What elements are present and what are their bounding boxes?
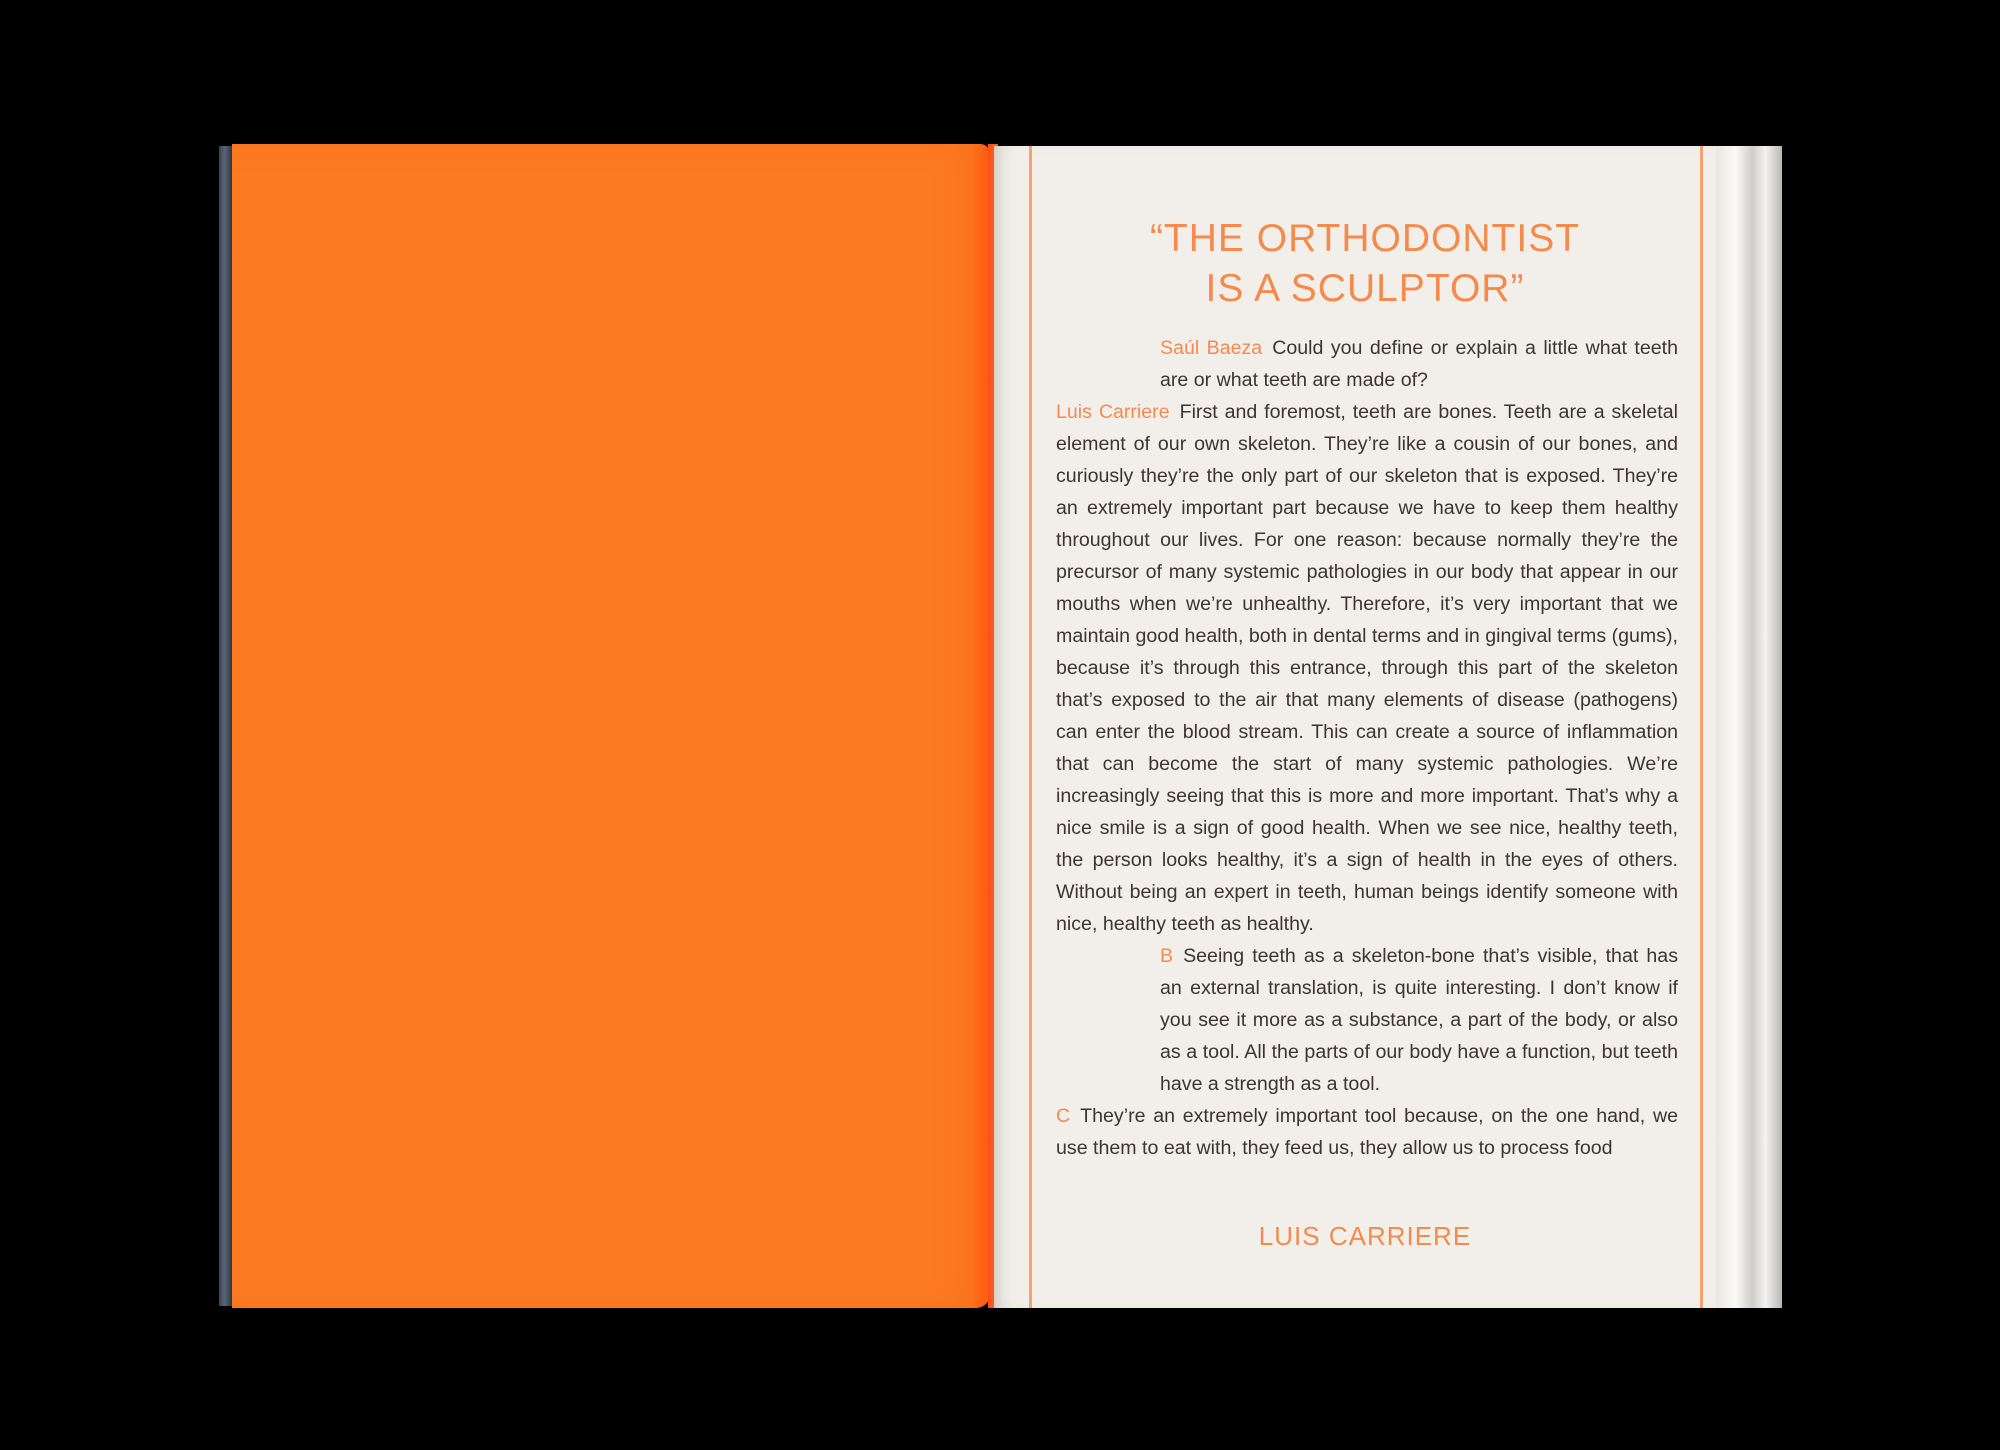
paragraph — [1056, 396, 1678, 940]
paragraph-text: Could you define or explain a little what teeth are or what teeth are made of? — [1160, 337, 1678, 391]
book-spine-edge — [219, 146, 233, 1306]
speaker-label: Luis Carriere — [1056, 401, 1170, 423]
speaker-label: B — [1160, 945, 1174, 967]
paragraph — [1056, 332, 1678, 396]
paragraph-text: Seeing teeth as a skeleton-bone that’s visible, that has an external translation, is quite interesting. I don’t know if you see it more as a substance, a part of the body, or also as a tool. All the parts of our body have a function, but teeth have a strength as a tool. — [1160, 945, 1678, 1095]
interview-body — [1056, 332, 1678, 1164]
paragraph-text: They’re an extremely important tool because, on the one hand, we use them to eat with, they feed us, they allow us to process food — [1056, 1105, 1678, 1159]
frame-rule-left — [1029, 146, 1032, 1308]
paragraph-text: First and foremost, teeth are bones. Teeth are a skeletal element of our own skeleton. They’re like a cousin of our bones, and curiously they’re the only part of our skeleton that is exposed. They’re an extremely important part because we have to keep them healthy throughout our lives. For one reason: because normally they’re the precursor of many systemic pathologies in our body that appear in our mouths when we’re unhealthy. Therefore, it’s very important that we maintain good health, both in dental terms and in gingival terms (gums), because it’s through this entrance, through this part of the skeleton that’s exposed to the air that many elements of disease (pathogens) can enter the blood stream. This can create a source of inflammation that can become the start of many systemic pathologies. We’re increasingly seeing that this is more and more important. That’s why a nice smile is a sign of good health. When we see nice, healthy teeth, the person looks healthy, it’s a sign of health in the eyes of others. Without being an expert in teeth, human beings identify someone with nice, healthy teeth as healthy. — [1056, 401, 1678, 935]
frame-rule-right — [1700, 146, 1703, 1308]
speaker-label: Saúl Baeza — [1160, 337, 1263, 359]
speaker-label: C — [1056, 1105, 1071, 1127]
title-line-1: “THE ORTHODONTIST — [1149, 217, 1581, 261]
page-title — [1030, 214, 1700, 314]
left-page-orange — [232, 144, 990, 1308]
page-stack-edge — [1716, 146, 1782, 1308]
title-line-2: IS A SCULPTOR” — [1205, 267, 1525, 311]
paragraph — [1056, 1100, 1678, 1164]
paragraph — [1056, 940, 1678, 1100]
author-name-footer: LUIS CARRIERE — [1258, 1221, 1472, 1251]
